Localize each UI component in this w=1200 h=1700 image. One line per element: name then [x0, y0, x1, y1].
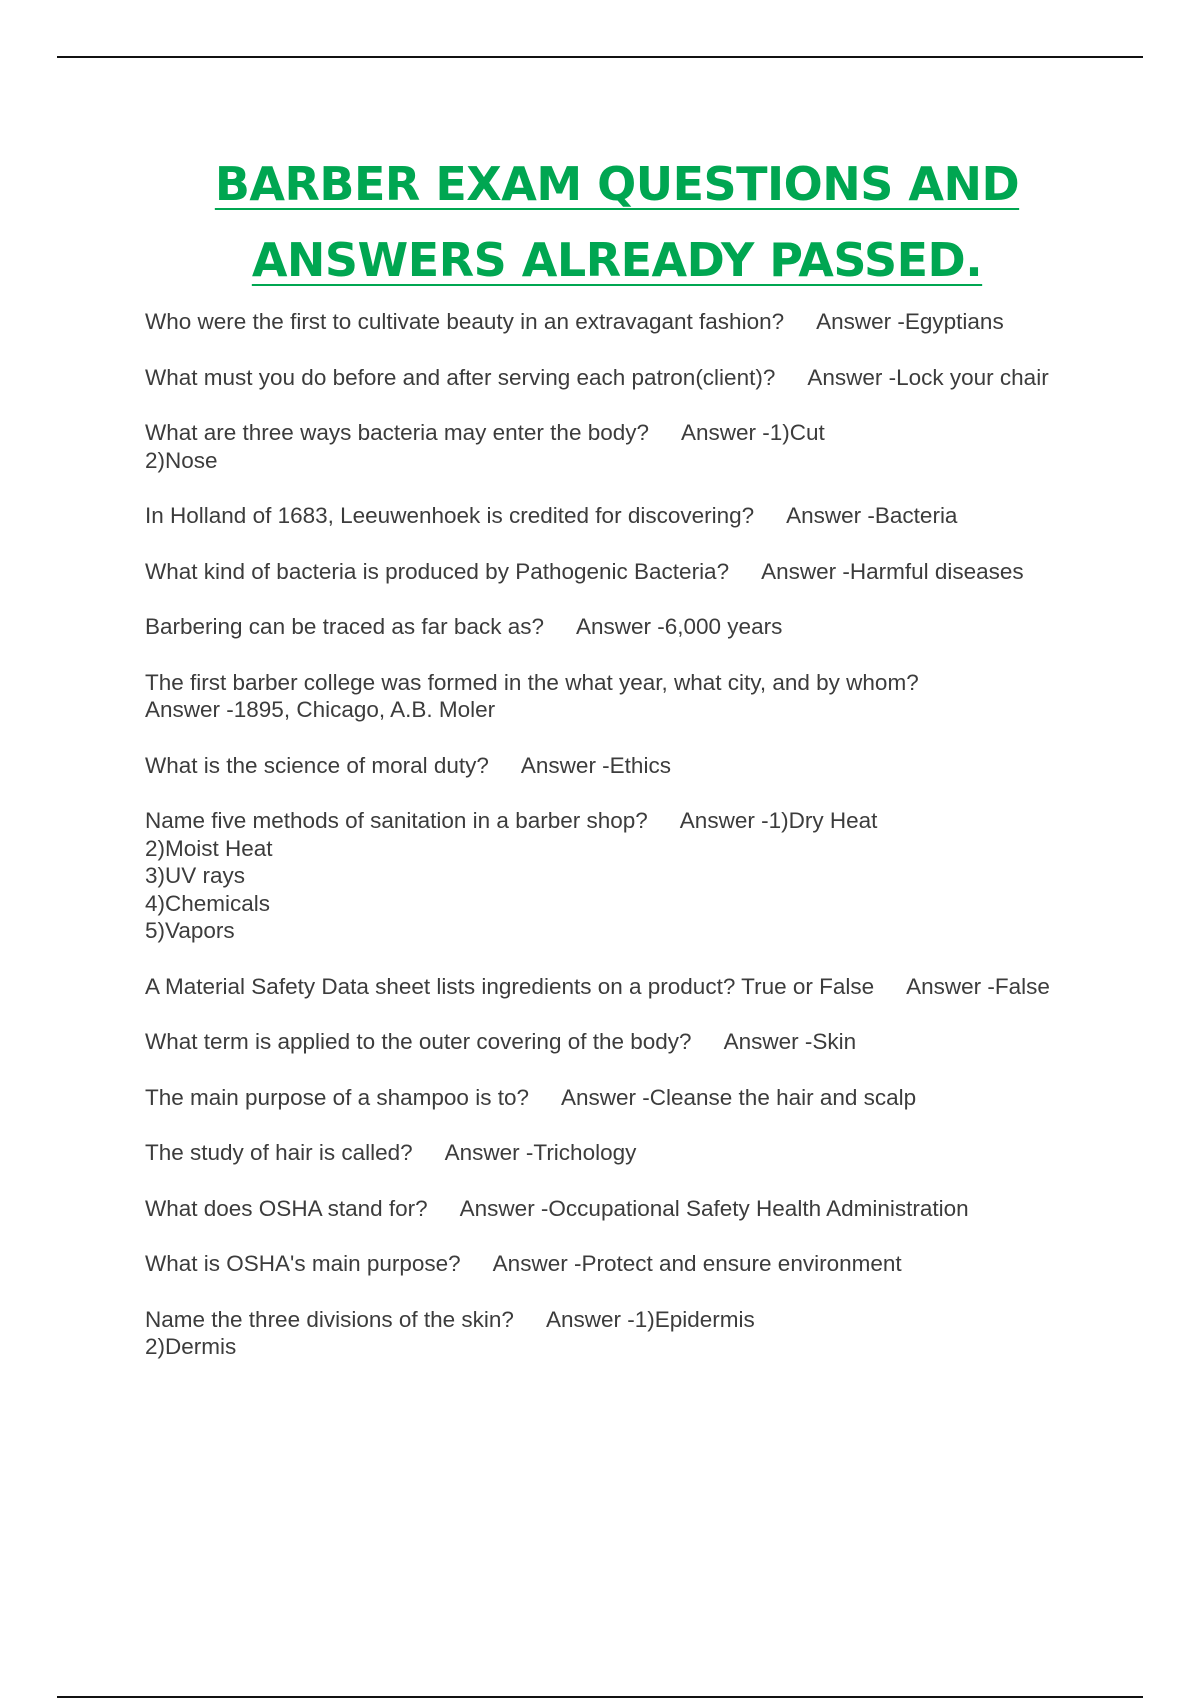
question-text: The first barber college was formed in the what year, what city, and by whom?: [145, 669, 919, 695]
qa-item: [145, 1306, 1075, 1361]
title-line-1: BARBER EXAM QUESTIONS AND: [214, 157, 1020, 211]
qa-item: [145, 364, 1075, 392]
qa-item: [145, 669, 1075, 724]
question-text: What is the science of moral duty?: [145, 752, 489, 778]
answer-text: Answer -6,000 years: [575, 614, 783, 639]
qa-item: [145, 419, 1075, 474]
answer-text: Answer -Ethics: [520, 752, 671, 778]
answer-text: Answer -1)Cut 2)Nose: [145, 420, 825, 473]
answer-text: Answer -1)Epidermis 2)Dermis: [145, 1306, 755, 1359]
answer-text: Answer -1)Dry Heat 2)Moist Heat 3)UV rays 4)Chemicals 5)Vapors: [145, 808, 878, 943]
answer-text: Answer -Lock your chair: [807, 364, 1049, 390]
qa-item: [145, 1195, 1075, 1223]
question-text: Name the three divisions of the skin?: [145, 1306, 514, 1332]
question-text: The main purpose of a shampoo is to?: [145, 1084, 529, 1110]
answer-text: Answer -1895, Chicago, A.B. Moler: [145, 697, 496, 722]
question-text: What are three ways bacteria may enter the body?: [145, 420, 650, 445]
qa-item: [145, 1139, 1075, 1167]
answer-text: Answer -Occupational Safety Health Administration: [459, 1195, 969, 1221]
qa-list: [145, 308, 1075, 1389]
answer-text: Answer -False: [906, 973, 1050, 999]
question-text: What must you do before and after serving each patron(client)?: [145, 364, 776, 390]
answer-text: Answer -Skin: [723, 1029, 857, 1054]
qa-item: [145, 558, 1075, 586]
answer-text: Answer -Cleanse the hair and scalp: [560, 1084, 917, 1110]
qa-item: [145, 1250, 1075, 1278]
answer-text: Answer -Protect and ensure environment: [492, 1251, 902, 1276]
question-text: Barbering can be traced as far back as?: [145, 614, 544, 639]
question-text: The study of hair is called?: [145, 1140, 413, 1165]
answer-text: Answer -Egyptians: [816, 309, 1004, 334]
bottom-rule: [57, 1696, 1143, 1698]
answer-text: Answer -Harmful diseases: [761, 558, 1024, 584]
title-line-2: ANSWERS ALREADY PASSED.: [251, 233, 983, 287]
qa-item: [145, 973, 1075, 1001]
qa-item: [145, 807, 1075, 945]
qa-item: [145, 613, 1075, 641]
qa-item: [145, 752, 1075, 780]
document-title: [0, 146, 1200, 298]
question-text: Name five methods of sanitation in a barber shop?: [145, 808, 648, 833]
qa-item: [145, 1084, 1075, 1112]
question-text: Who were the first to cultivate beauty in an extravagant fashion?: [145, 309, 785, 334]
qa-item: [145, 308, 1075, 336]
answer-text: Answer -Bacteria: [786, 503, 958, 528]
question-text: What is OSHA's main purpose?: [145, 1251, 461, 1276]
question-text: What term is applied to the outer covering of the body?: [145, 1029, 692, 1054]
question-text: What kind of bacteria is produced by Pathogenic Bacteria?: [145, 558, 730, 584]
question-text: A Material Safety Data sheet lists ingredients on a product? True or False: [145, 973, 875, 999]
answer-text: Answer -Trichology: [444, 1140, 637, 1165]
qa-item: [145, 502, 1075, 530]
question-text: What does OSHA stand for?: [145, 1195, 428, 1221]
top-rule: [57, 56, 1143, 58]
qa-item: [145, 1028, 1075, 1056]
question-text: In Holland of 1683, Leeuwenhoek is credited for discovering?: [145, 503, 755, 528]
